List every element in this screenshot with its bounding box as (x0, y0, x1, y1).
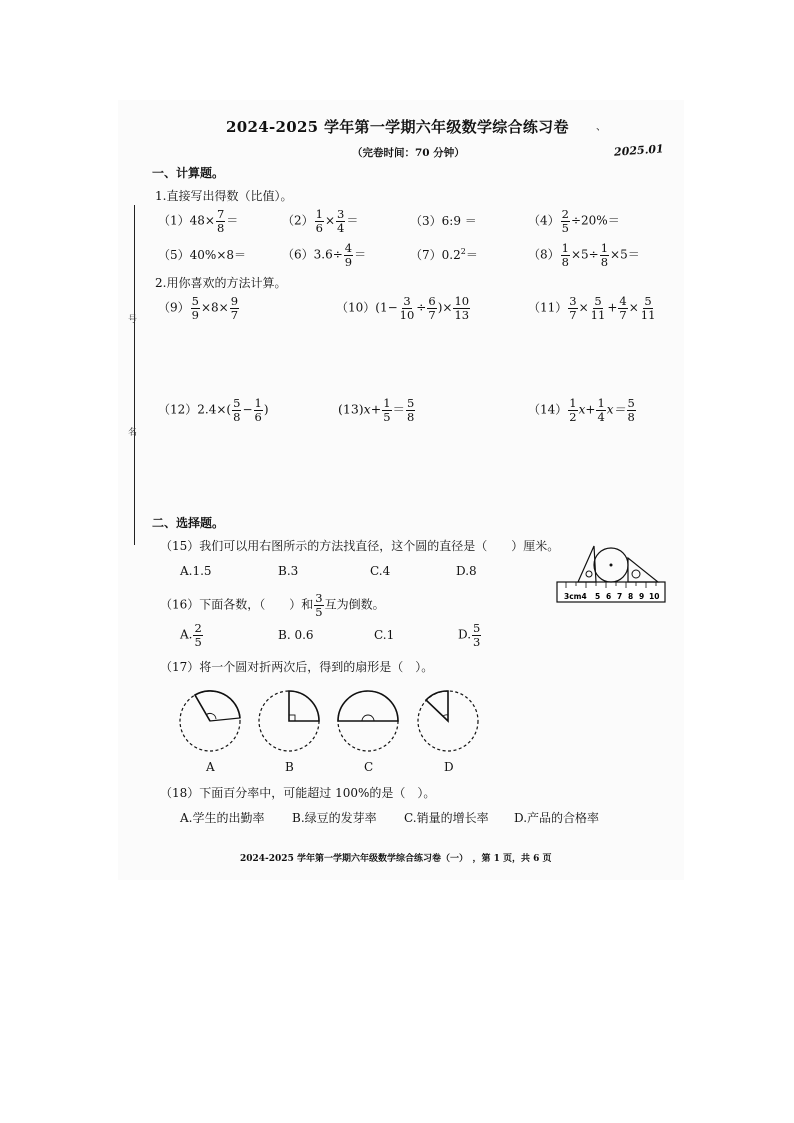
question-16-option-b: B. 0.6 (278, 628, 314, 642)
question-11: （11） $\frac{3}{7}$ × $\frac{5}{11}$ + $\frac{4}{7}$ × $\frac{5}{11}$ (528, 294, 656, 322)
question-15-stem: （15）我们可以用右图所示的方法找直径，这个圆的直径是（ ）厘米。 (160, 539, 560, 553)
question-15-option-a: A.1.5 (180, 564, 212, 578)
question-2: （2） $\frac{1}{6}$ × $\frac{3}{4}$ ＝ (282, 207, 359, 235)
ruler-label-3cm4: 3cm4 (564, 592, 587, 601)
question-13: (13)x+ $\frac{1}{5}$ ＝ $\frac{5}{8}$ (338, 396, 415, 424)
question-16-option-c: C.1 (374, 628, 395, 642)
ruler-circle-figure (556, 538, 668, 606)
question-15-option-b: B.3 (278, 564, 299, 578)
question-15-option-c: C.4 (370, 564, 391, 578)
ruler-label-10: 10 (649, 592, 660, 601)
section-1-heading: 一、计算题。 (152, 166, 225, 180)
ruler-label-5: 5 (595, 592, 601, 601)
question-18-option-a: A.学生的出勤率 (180, 811, 265, 825)
exam-date: 2025.01 (613, 142, 665, 159)
question-16-option-d: D. $\frac{5}{3}$ (458, 621, 481, 649)
question-15-option-d: D.8 (456, 564, 477, 578)
question-16-stem: （16）下面各数，（ ）和 $\frac{3}{5}$ 互为倒数。 (160, 591, 385, 619)
question-17-stem: （17）将一个圆对折两次后，得到的扇形是（ ）。 (160, 660, 434, 674)
binding-mark-2: 名 (128, 428, 138, 438)
exam-title: 2024-2025 学年第一学期六年级数学综合练习卷 (226, 118, 569, 136)
binding-mark-1: 号 (128, 315, 138, 325)
question-14: （14） $\frac{1}{2}$ x+ $\frac{1}{4}$ x＝ $\frac{5}{8}$ (528, 396, 635, 424)
question-18-option-b: B.绿豆的发芽率 (292, 811, 377, 825)
question-18-option-d: D.产品的合格率 (514, 811, 600, 825)
ruler-label-8: 8 (628, 592, 634, 601)
page-footer: 2024-2025 学年第一学期六年级数学综合练习卷（一） ，第 1 页，共 6 页 (240, 854, 552, 864)
question-5: （5）40%×8＝ (158, 248, 247, 262)
question-17-label-c: C (364, 760, 374, 774)
question-17-label-a: A (206, 760, 215, 774)
question-16-option-a: A. $\frac{2}{5}$ (180, 621, 202, 649)
question-8: （8） $\frac{1}{8}$ ×5÷ $\frac{1}{8}$ ×5＝ (528, 241, 640, 269)
question-4: （4） $\frac{2}{5}$ ÷20%＝ (528, 207, 620, 235)
question-17-label-d: D (444, 760, 454, 774)
section-2-heading: 二、选择题。 (152, 516, 225, 530)
question-18-stem: （18）下面百分率中，可能超过 100%的是（ ）。 (160, 786, 436, 800)
question-9: （9） $\frac{5}{9}$ ×8× $\frac{9}{7}$ (158, 294, 239, 322)
ruler-label-6: 6 (606, 592, 612, 601)
question-1: （1）48× $\frac{7}{8}$ ＝ (158, 207, 239, 235)
exam-duration: （完卷时间：70 分钟） (352, 147, 465, 159)
question-10: （10）(1− $\frac{3}{10}$ ÷ $\frac{6}{7}$ )× $\frac{10}{13}$ (336, 294, 470, 322)
question-12: （12）2.4×( $\frac{5}{8}$ − $\frac{1}{6}$ ) (158, 396, 269, 424)
stray-mark: 、 (596, 122, 606, 133)
ruler-label-9: 9 (639, 592, 645, 601)
question-6: （6）3.6÷ $\frac{4}{9}$ ＝ (282, 241, 367, 269)
question-17-circles (176, 688, 486, 754)
question-17-label-b: B (285, 760, 294, 774)
question-7: $(7)0.2^2=$ (410, 247, 478, 262)
part-1-title: 1.直接写出得数（比值）。 (155, 189, 293, 203)
ruler-label-7: 7 (617, 592, 623, 601)
question-18-option-c: C.销量的增长率 (404, 811, 489, 825)
binding-line (134, 205, 135, 545)
question-3: （3）6:9 ＝ (410, 214, 477, 228)
part-2-title: 2.用你喜欢的方法计算。 (155, 276, 287, 290)
